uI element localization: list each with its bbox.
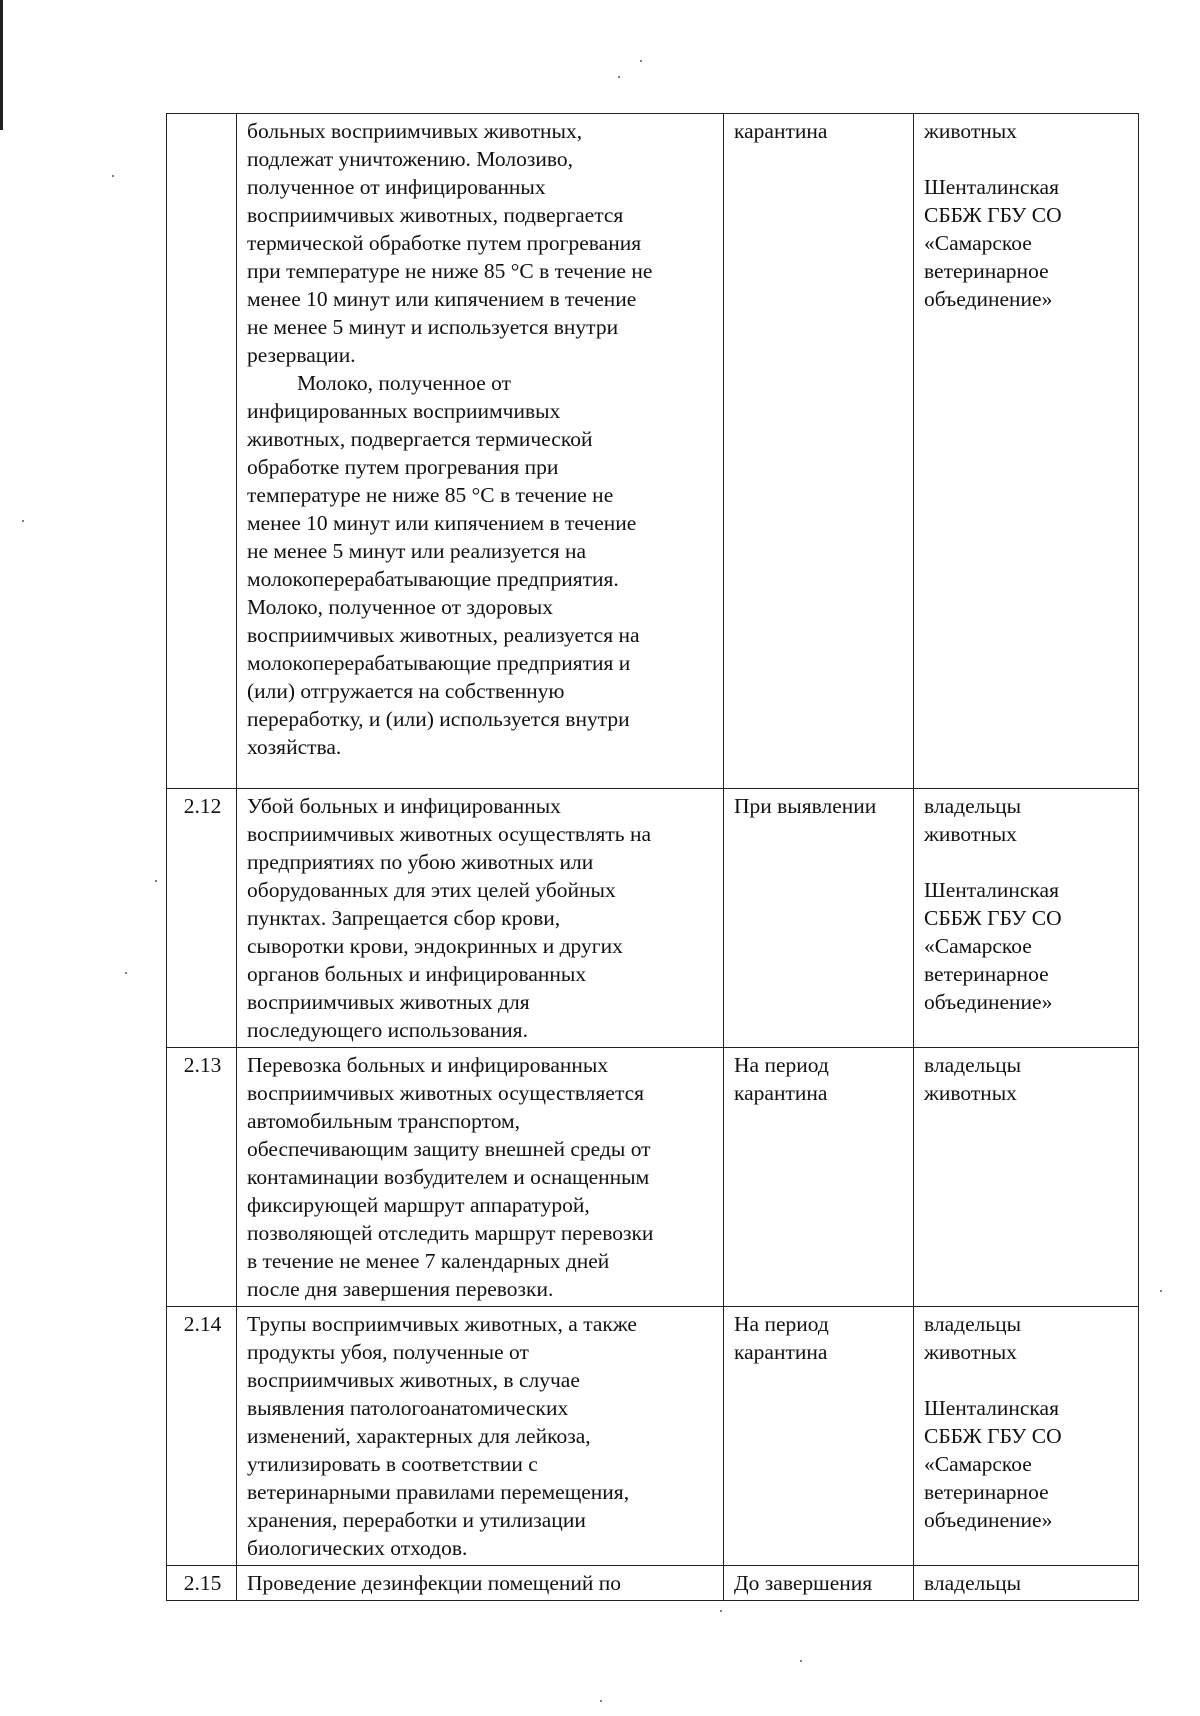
- row-number: 2.13: [167, 1048, 237, 1307]
- measure-term: При выявлении: [724, 789, 914, 1048]
- scan-speck: [125, 972, 127, 974]
- measure-term: карантина: [724, 114, 914, 789]
- table-row: [167, 1307, 1139, 1566]
- scan-speck: [112, 175, 114, 177]
- responsible-party: [914, 1307, 1139, 1566]
- scan-speck: [22, 520, 24, 522]
- measure-description: Трупы восприимчивых животных, а также продукты убоя, полученные от восприимчивых животных, в случае выявления патологоанатомических изменений, характерных для лейкоза, утилизировать в соответствии с ветеринарными правилами перемещения, хранения, переработки и утилизации биологических отходов.: [237, 1307, 724, 1566]
- measure-description: Перевозка больных и инфицированных восприимчивых животных осуществляется автомобильным транспортом, обеспечивающим защиту внешней среды от контаминации возбудителем и оснащенным фиксирующей маршрут аппаратурой, позволяющей отследить маршрут перевозки в течение не менее 7 календарных дней после дня завершения перевозки.: [237, 1048, 724, 1307]
- scan-speck: [800, 1660, 802, 1662]
- responsible-owners: животных: [924, 119, 1017, 143]
- measure-description: [237, 114, 724, 789]
- responsible-organization: Шенталинская СББЖ ГБУ СО «Самарское ветеринарное объединение»: [924, 175, 1062, 311]
- scan-speck: [618, 76, 620, 78]
- table-row: [167, 789, 1139, 1048]
- responsible-party: [914, 114, 1139, 789]
- scan-edge-line: [0, 0, 3, 130]
- measure-description: Убой больных и инфицированных восприимчивых животных осуществлять на предприятиях по убою животных или оборудованных для этих целей убойных пунктах. Запрещается сбор крови, сыворотки крови, эндокринных и других органов больных и инфицированных восприимчивых животных для последующего использования.: [237, 789, 724, 1048]
- row-number: [167, 114, 237, 789]
- scan-speck: [640, 60, 642, 62]
- row-number: 2.12: [167, 789, 237, 1048]
- scan-speck: [720, 1610, 722, 1612]
- responsible-owners: владельцы животных: [924, 794, 1022, 846]
- responsible-owners: владельцы животных: [924, 1312, 1022, 1364]
- scan-speck: [155, 880, 157, 882]
- measure-term: До завершения: [724, 1566, 914, 1601]
- measure-term: На период карантина: [724, 1307, 914, 1566]
- responsible-party: [914, 1566, 1139, 1601]
- responsible-party: [914, 789, 1139, 1048]
- responsible-owners: владельцы: [924, 1571, 1022, 1595]
- measures-table: [166, 113, 1139, 1601]
- table-row: [167, 1048, 1139, 1307]
- row-number: 2.14: [167, 1307, 237, 1566]
- responsible-organization: Шенталинская СББЖ ГБУ СО «Самарское ветеринарное объединение»: [924, 1396, 1062, 1532]
- scan-speck: [1160, 1290, 1162, 1292]
- table-row: [167, 1566, 1139, 1601]
- responsible-owners: владельцы животных: [924, 1053, 1022, 1105]
- measure-description-part: больных восприимчивых животных, подлежат уничтожению. Молозиво, полученное от инфицированных восприимчивых животных, подвергается термической обработке путем прогревания при температуре не ниже 85 °С в течение не менее 10 минут или кипячением в течение не менее 5 минут и используется внутри резервации.: [247, 119, 653, 367]
- table-row: [167, 114, 1139, 789]
- row-number: 2.15: [167, 1566, 237, 1601]
- measure-term: На период карантина: [724, 1048, 914, 1307]
- responsible-organization: Шенталинская СББЖ ГБУ СО «Самарское ветеринарное объединение»: [924, 878, 1062, 1014]
- scan-speck: [600, 1700, 602, 1702]
- measure-description-part: Молоко, полученное от инфицированных восприимчивых животных, подвергается термической обработке путем прогревания при температуре не ниже 85 °С в течение не менее 10 минут или кипячением в течение не менее 5 минут или реализуется на молокоперерабатывающие предприятия. Молоко, полученное от здоровых восприимчивых животных, реализуется на молокоперерабатывающие предприятия и (или) отгружается на собственную переработку, и (или) используется внутри хозяйства.: [247, 371, 640, 759]
- responsible-party: [914, 1048, 1139, 1307]
- measure-description: Проведение дезинфекции помещений по: [237, 1566, 724, 1601]
